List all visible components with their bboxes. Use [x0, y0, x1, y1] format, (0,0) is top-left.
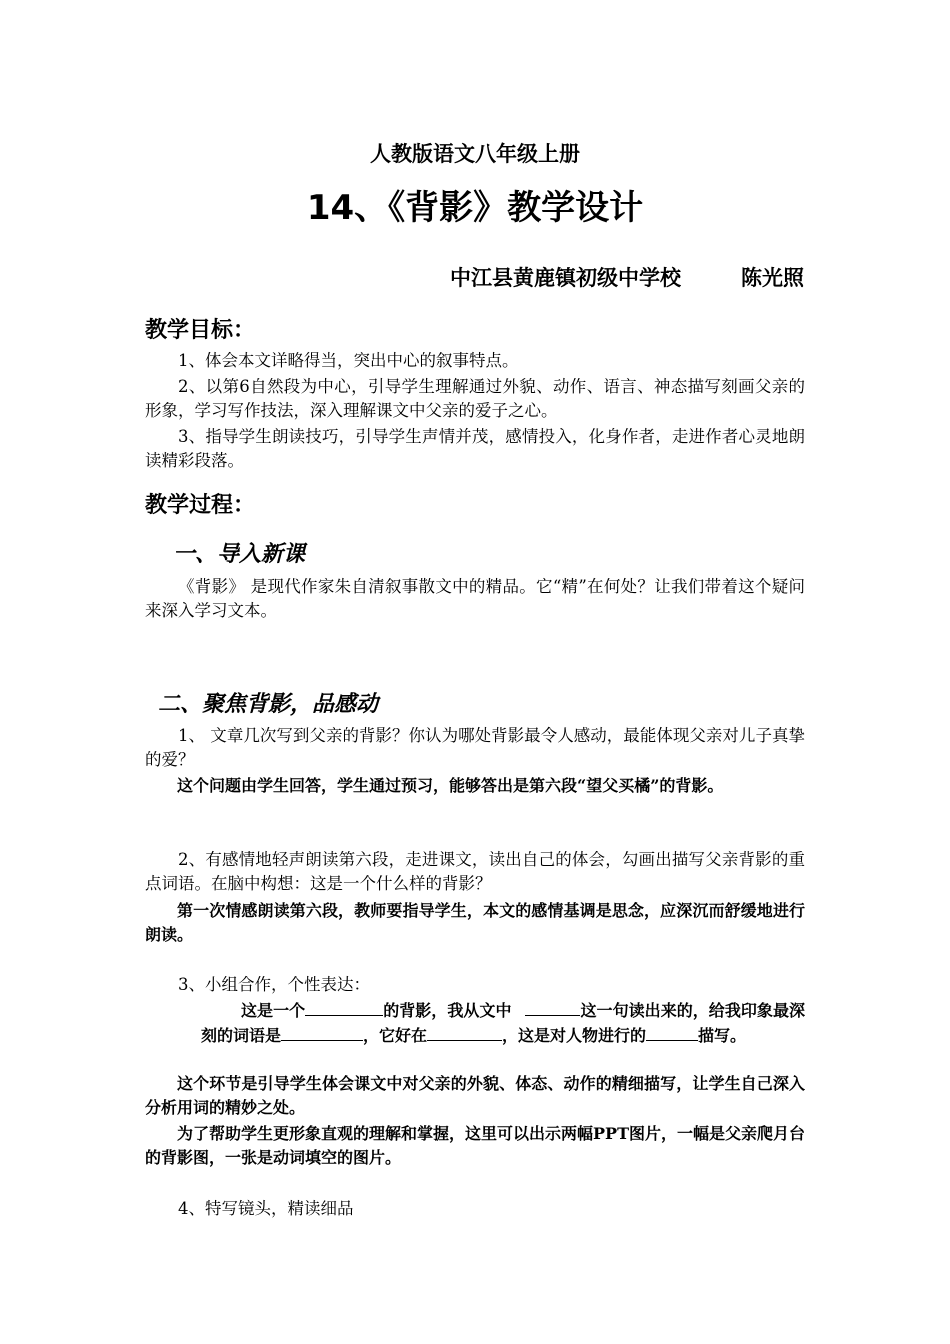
blank-1: [305, 1001, 383, 1016]
fill-text-5: ，这是对人物进行的: [502, 1026, 647, 1045]
document-title: 14、《背影》教学设计: [306, 188, 644, 228]
objectives-heading: 教学目标：: [145, 318, 256, 343]
section2-heading: 二、聚焦背影，品感动: [158, 692, 379, 717]
document-subtitle: 人教版语文八年级上册: [370, 141, 580, 166]
answer-2: 第一次情感朗读第六段，教师要指导学生，本文的感情基调是思念，应深沉而舒缓地进行朗读。: [145, 901, 805, 944]
blank-2: [525, 1001, 580, 1016]
question-4: 4、特写镜头，精读细品: [178, 1199, 354, 1218]
author-line: [450, 262, 804, 292]
fill-in-exercise: [201, 998, 805, 1048]
answer-1: 这个问题由学生回答，学生通过预习，能够答出是第六段“望父买橘”的背影。: [177, 776, 724, 795]
fill-text-2: 的背影，我从文中: [383, 1001, 512, 1020]
objective-item-2: 2、以第6自然段为中心，引导学生理解通过外貌、动作、语言、神态描写刻画父亲的形象，学习写作技法，深入理解课文中父亲的爱子之心。: [145, 377, 805, 420]
question-3: 3、小组合作，个性表达：: [178, 975, 370, 994]
blank-5: [646, 1026, 698, 1041]
answer-3: 这个环节是引导学生体会课文中对父亲的外貌、体态、动作的精细描写，让学生自己深入分析用词的精妙之处。: [145, 1074, 805, 1117]
fill-text-1: 这是一个: [241, 1001, 306, 1020]
process-heading: 教学过程：: [145, 493, 256, 518]
blank-4: [427, 1026, 502, 1041]
blank-3: [281, 1026, 363, 1041]
objective-item-3: 3、指导学生朗读技巧，引导学生声情并茂，感情投入，化身作者，走进作者心灵地朗读精彩段落。: [145, 427, 805, 470]
section1-text: 《背影》 是现代作家朱自清叙事散文中的精品。它“精”在何处？让我们带着这个疑问来深入学习文本。: [145, 577, 805, 620]
section1-heading: 一、导入新课: [173, 542, 306, 567]
objective-item-1: 1、体会本文详略得当，突出中心的叙事特点。: [178, 351, 519, 370]
question-1: 1、 文章几次写到父亲的背影？你认为哪处背影最令人感动，最能体现父亲对儿子真挚的爱？: [145, 726, 805, 769]
question-2: 2、有感情地轻声朗读第六段，走进课文，读出自己的体会，勾画出描写父亲背影的重点词语。在脑中构想：这是一个什么样的背影？: [145, 850, 805, 893]
answer-4: 为了帮助学生更形象直观的理解和掌握，这里可以出示两幅PPT图片，一幅是父亲爬月台的背影图，一张是动词填空的图片。: [145, 1124, 805, 1167]
fill-text-3: 这一句读出来的，给我印象最深刻的词语是: [201, 1001, 805, 1045]
author-name: 陈光照: [741, 265, 804, 290]
school-name: 中江县黄鹿镇初级中学校: [450, 265, 681, 290]
fill-text-4: ，它好在: [363, 1026, 428, 1045]
fill-text-6: 描写。: [698, 1026, 747, 1045]
